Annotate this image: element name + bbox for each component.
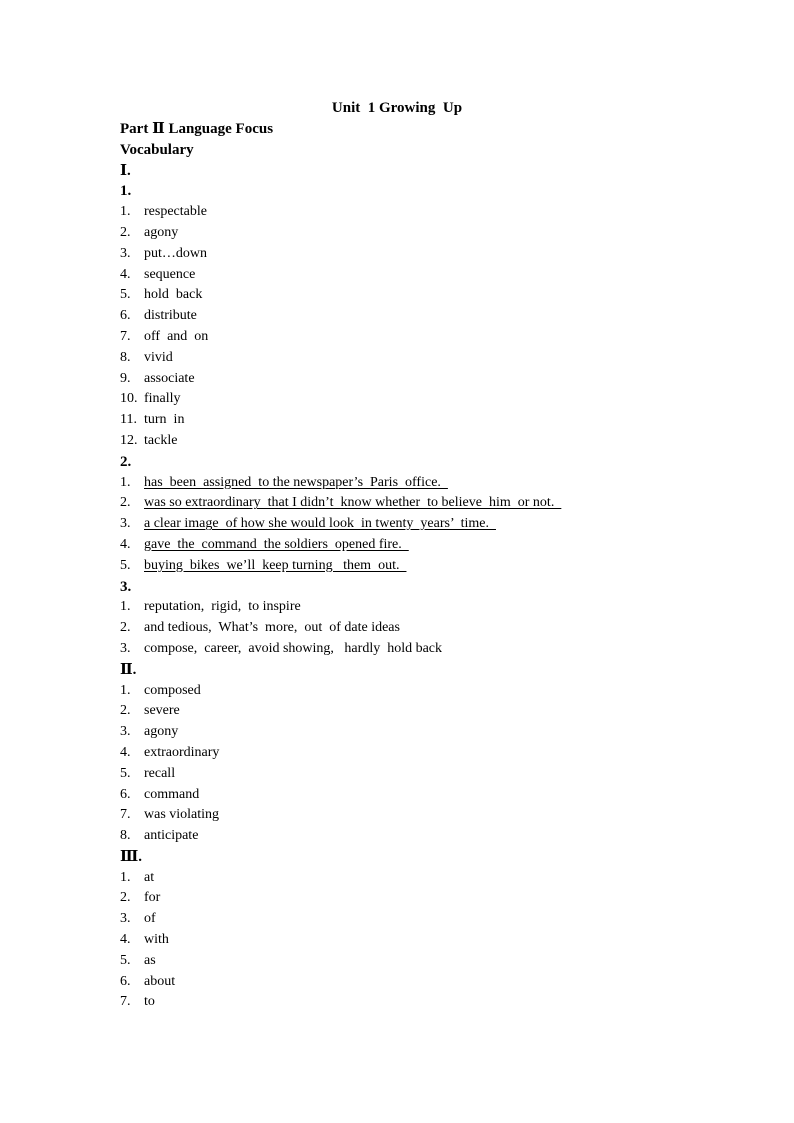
list-item: [120, 764, 720, 785]
item-number: 2.: [120, 703, 131, 719]
list-item: [120, 285, 720, 306]
item-text: at: [144, 869, 155, 885]
item-number: 2.: [120, 495, 131, 511]
list-item: [120, 431, 720, 452]
item-number: 10.: [120, 391, 138, 407]
passage-answers-list: [120, 597, 720, 659]
item-number: 3.: [120, 516, 131, 532]
list-item: [120, 556, 720, 577]
item-text: agony: [144, 724, 179, 740]
item-text: associate: [144, 370, 195, 386]
item-number: 5.: [120, 952, 131, 968]
list-item: [120, 306, 720, 327]
list-item: [120, 639, 720, 660]
item-text: about: [144, 973, 176, 989]
item-text: for: [144, 890, 161, 906]
item-number: 6.: [120, 786, 131, 802]
item-text: with: [144, 932, 169, 948]
list-item: [120, 785, 720, 806]
list-item: [120, 265, 720, 286]
list-item: [120, 493, 720, 514]
list-item: [120, 327, 720, 348]
item-text: a clear image of how she would look in twenty years’ time.: [144, 516, 496, 532]
list-item: [120, 681, 720, 702]
subsection-3-label: 3.: [120, 578, 132, 595]
item-text: command: [144, 786, 200, 802]
item-number: 3.: [120, 724, 131, 740]
item-text: hold back: [144, 287, 203, 303]
list-item: [120, 701, 720, 722]
preposition-list: [120, 868, 720, 1014]
part-heading: Part Ⅱ Language Focus: [120, 121, 274, 137]
item-text: anticipate: [144, 828, 199, 844]
item-number: 3.: [120, 245, 131, 261]
list-item: [120, 930, 720, 951]
list-item: [120, 597, 720, 618]
list-item: [120, 223, 720, 244]
item-text: tackle: [144, 432, 178, 448]
item-number: 8.: [120, 828, 131, 844]
list-item: [120, 514, 720, 535]
item-number: 7.: [120, 328, 131, 344]
item-number: 9.: [120, 370, 131, 386]
item-number: 4.: [120, 932, 131, 948]
item-text: has been assigned to the newspaper’s Paris office.: [144, 474, 448, 490]
section-3-label: Ⅲ.: [120, 848, 143, 865]
list-item: [120, 369, 720, 390]
list-item: [120, 909, 720, 930]
section-1-label: Ⅰ.: [120, 162, 131, 179]
item-number: 4.: [120, 536, 131, 552]
list-item: [120, 743, 720, 764]
item-text: distribute: [144, 308, 197, 324]
item-text: agony: [144, 224, 179, 240]
list-item: [120, 972, 720, 993]
item-text: sequence: [144, 266, 196, 282]
item-number: 1.: [120, 682, 131, 698]
item-number: 12.: [120, 432, 138, 448]
sentence-list: [120, 473, 720, 577]
item-text: put…down: [144, 245, 207, 261]
section-heading: Vocabulary: [120, 141, 194, 158]
vocab-list-1: [120, 202, 720, 452]
item-text: recall: [144, 765, 176, 781]
document-body: [120, 119, 720, 1013]
list-item: [120, 805, 720, 826]
item-number: 3.: [120, 640, 131, 656]
list-item: [120, 348, 720, 369]
item-number: 1.: [120, 204, 131, 220]
item-text: extraordinary: [144, 744, 220, 760]
item-text: and tedious, What’s more, out of date ideas: [144, 620, 400, 636]
item-text: respectable: [144, 204, 207, 220]
item-text: reputation, rigid, to inspire: [144, 599, 301, 615]
item-number: 4.: [120, 744, 131, 760]
list-item: [120, 618, 720, 639]
item-number: 3.: [120, 911, 131, 927]
item-number: 5.: [120, 557, 131, 573]
item-text: was violating: [144, 807, 220, 823]
item-text: composed: [144, 682, 201, 698]
item-text: to: [144, 994, 155, 1010]
item-number: 7.: [120, 994, 131, 1010]
item-text: off and on: [144, 328, 209, 344]
list-item: [120, 888, 720, 909]
item-number: 6.: [120, 973, 131, 989]
item-number: 2.: [120, 224, 131, 240]
item-text: gave the command the soldiers opened fire.: [144, 536, 409, 552]
item-number: 1.: [120, 869, 131, 885]
item-number: 5.: [120, 287, 131, 303]
list-item: [120, 410, 720, 431]
page-title: Unit 1 Growing Up: [331, 100, 463, 116]
item-number: 6.: [120, 308, 131, 324]
list-item: [120, 244, 720, 265]
item-number: 2.: [120, 890, 131, 906]
item-text: finally: [144, 391, 181, 407]
item-number: 1.: [120, 599, 131, 615]
item-text: was so extraordinary that I didn’t know whether to believe him or not.: [144, 495, 562, 511]
item-number: 7.: [120, 807, 131, 823]
item-number: 4.: [120, 266, 131, 282]
item-number: 8.: [120, 349, 131, 365]
item-text: buying bikes we’ll keep turning them out.: [144, 557, 407, 573]
list-item: [120, 389, 720, 410]
section-2-label: Ⅱ.: [120, 661, 137, 678]
list-item: [120, 722, 720, 743]
list-item: [120, 868, 720, 889]
item-text: turn in: [144, 412, 185, 428]
list-item: [120, 202, 720, 223]
subsection-1-label: 1.: [120, 183, 132, 200]
item-number: 2.: [120, 620, 131, 636]
item-text: of: [144, 911, 156, 927]
item-number: 5.: [120, 765, 131, 781]
item-number: 1.: [120, 474, 131, 490]
item-text: vivid: [144, 349, 173, 365]
list-item: [120, 992, 720, 1013]
list-item: [120, 473, 720, 494]
list-item: [120, 535, 720, 556]
item-text: compose, career, avoid showing, hardly hold back: [144, 640, 443, 656]
word-form-list: [120, 681, 720, 847]
list-item: [120, 826, 720, 847]
item-text: as: [144, 952, 156, 968]
subsection-2-label: 2.: [120, 453, 132, 470]
item-text: severe: [144, 703, 180, 719]
list-item: [120, 951, 720, 972]
item-number: 11.: [120, 412, 137, 428]
